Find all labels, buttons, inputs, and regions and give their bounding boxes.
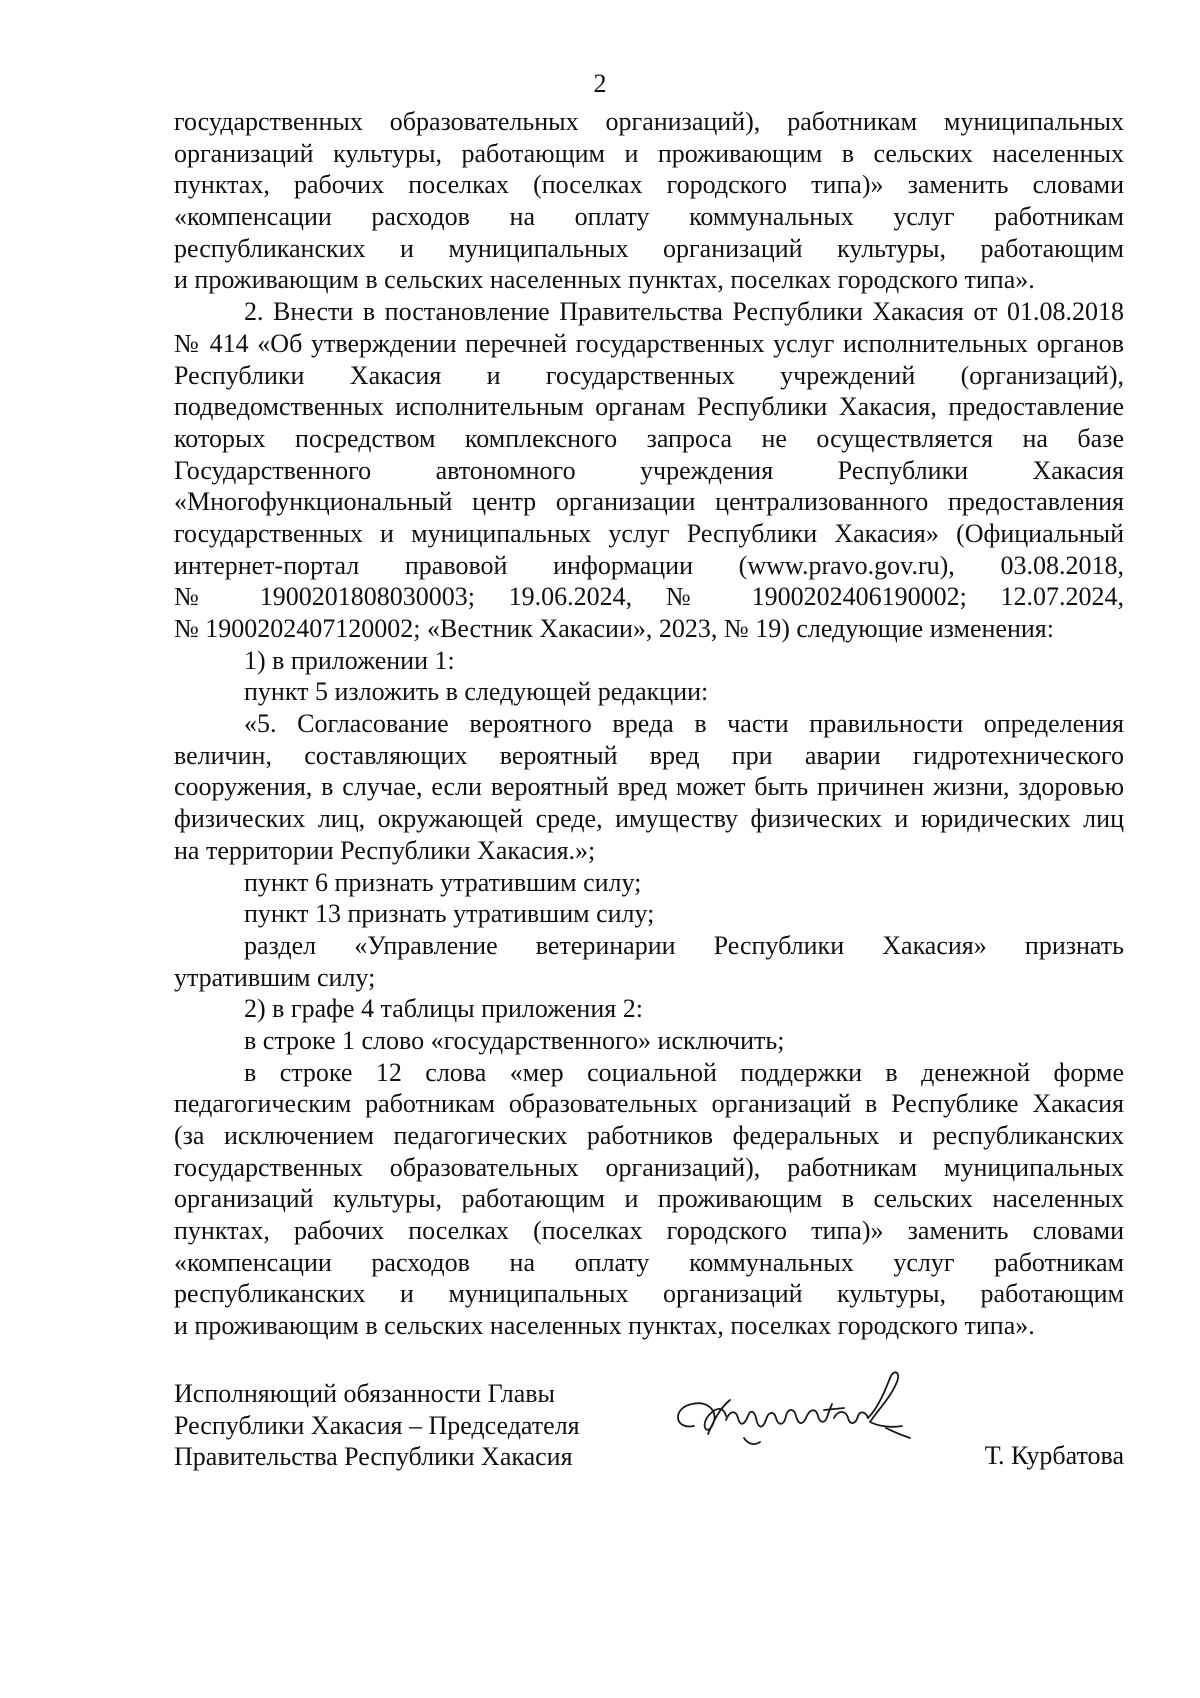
signature-block [174, 1378, 1124, 1498]
text-line: которых посредством комплексного запроса не осуществляется на базе [174, 423, 1124, 453]
text-line: педагогическим работникам образовательных организаций в Республике Хакасия [174, 1089, 1124, 1119]
handwritten-signature [664, 1364, 924, 1464]
signatory-position [174, 1378, 580, 1473]
text-line: 2. Внести в постановление Правительства Республики Хакасия от 01.08.2018 [244, 297, 1124, 327]
text-line: (за исключением педагогических работников федеральных и республиканских [174, 1121, 1124, 1150]
text-line: пунктах, рабочих поселках (поселках городского типа)» заменить словами [174, 170, 1124, 200]
page-number: 2 [593, 69, 607, 98]
text-line: физических лиц, окружающей среде, имуществу физических и юридических лиц [174, 804, 1124, 834]
signatory-position-line: Правительства Республики Хакасия [174, 1442, 573, 1472]
text-line: величин, составляющих вероятный вред при аварии гидротехнического [174, 740, 1124, 770]
text-line: государственных образовательных организаций), работникам муниципальных [174, 1152, 1124, 1182]
text-line: № 1900202407120002; «Вестник Хакасии», 2023, № 19) следующие изменения: [174, 614, 1054, 643]
text-line: республиканских и муниципальных организаций культуры, работающим [174, 233, 1124, 263]
text-line: организаций культуры, работающим и проживающим в сельских населенных [174, 1184, 1124, 1214]
text-line: подведомственных исполнительным органам Республики Хакасия, предоставление [174, 392, 1124, 422]
text-line: «Многофункциональный центр организации централизованного предоставления [174, 487, 1124, 517]
text-line: Государственного автономного учреждения Республики Хакасия [174, 455, 1124, 485]
text-line: «компенсации расходов на оплату коммунальных услуг работникам [174, 1247, 1124, 1277]
signatory-position-line: Исполняющий обязанности Главы [174, 1379, 555, 1408]
text-line: Республики Хакасия и государственных учреждений (организаций), [174, 360, 1124, 390]
signatory-position-line: Республики Хакасия – Председателя [174, 1410, 580, 1440]
text-line: государственных образовательных организаций), работникам муниципальных [174, 107, 1124, 136]
text-line: «5. Согласование вероятного вреда в части правильности определения [244, 709, 1124, 739]
text-line: интернет-портал правовой информации (www.pravo.gov.ru), 03.08.2018, [174, 550, 1124, 580]
text-line: и проживающим в сельских населенных пунктах, поселках городского типа». [174, 1311, 1035, 1341]
text-line: № 414 «Об утверждении перечней государственных услуг исполнительных органов [174, 328, 1124, 358]
text-line: и проживающим в сельских населенных пунктах, поселках городского типа». [174, 265, 1035, 295]
text-line: «компенсации расходов на оплату коммунальных услуг работникам [174, 202, 1124, 232]
text-line: пункт 13 признать утратившим силу; [244, 899, 655, 929]
text-line: пункт 6 признать утратившим силу; [244, 867, 642, 897]
text-line: утратившим силу; [174, 962, 376, 992]
text-line: 2) в графе 4 таблицы приложения 2: [244, 994, 643, 1024]
text-line: в строке 12 слова «мер социальной поддержки в денежной форме [244, 1057, 1124, 1087]
text-line: пункт 5 изложить в следующей редакции: [244, 677, 709, 707]
text-line: государственных и муниципальных услуг Республики Хакасия» (Официальный [174, 518, 1124, 548]
text-line: раздел «Управление ветеринарии Республики Хакасия» признать [244, 930, 1124, 960]
text-line: в строке 1 слово «государственного» исключить; [244, 1025, 785, 1055]
text-line: 1) в приложении 1: [244, 645, 455, 675]
document-body [174, 106, 1124, 1342]
text-line: республиканских и муниципальных организаций культуры, работающим [174, 1279, 1124, 1309]
text-line: на территории Республики Хакасия.»; [174, 835, 596, 865]
text-line: организаций культуры, работающим и проживающим в сельских населенных [174, 138, 1124, 168]
text-line: сооружения, в случае, если вероятный вред может быть причинен жизни, здоровью [174, 772, 1124, 802]
text-line: пунктах, рабочих поселках (поселках городского типа)» заменить словами [174, 1216, 1124, 1246]
signatory-name: Т. Курбатова [984, 1441, 1124, 1470]
text-line: № 1900201808030003; 19.06.2024, № 1900202406190002; 12.07.2024, [174, 582, 1124, 612]
